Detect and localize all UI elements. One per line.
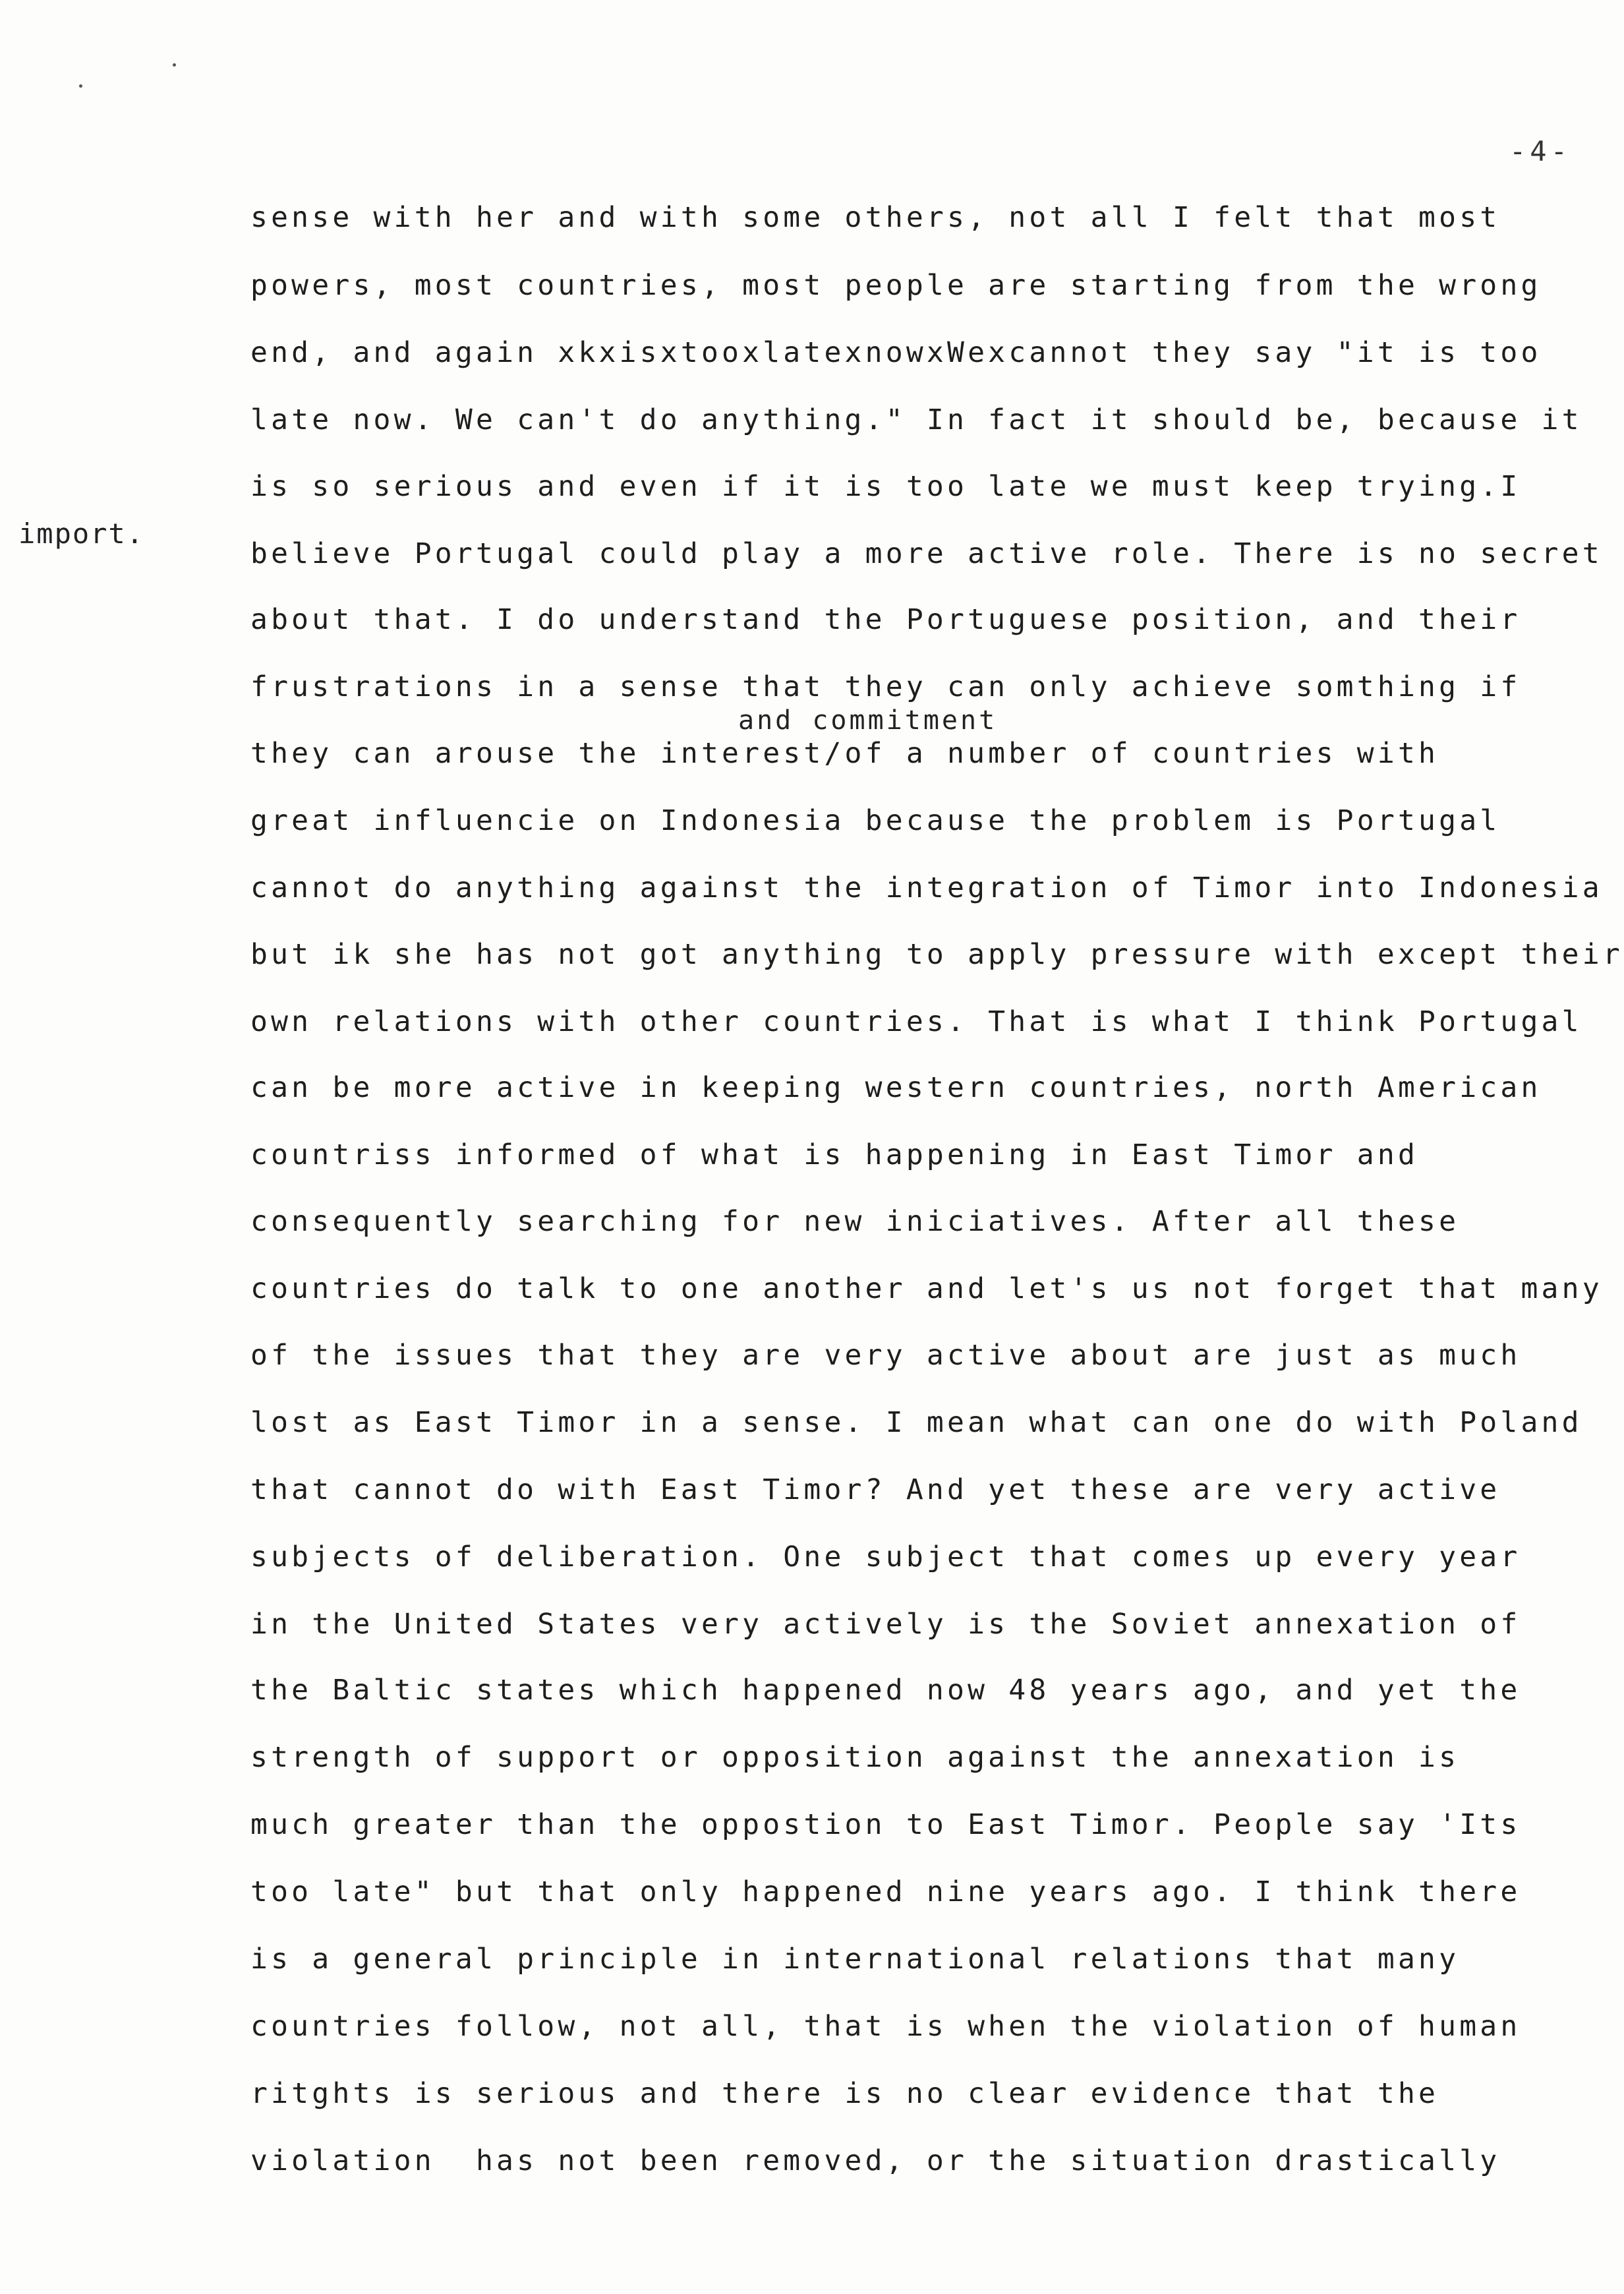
text-line: ritghts is serious and there is no clear evidence that the	[250, 2077, 1439, 2110]
text-line: countriss informed of what is happening in East Timor and	[250, 1138, 1419, 1171]
text-line: end, and again xkxisxtooxlatexnowxWexcannot they say "it is too	[250, 336, 1542, 369]
text-line: late now. We can't do anything." In fact it should be, because it	[250, 403, 1582, 436]
page-number: -4-	[1509, 135, 1571, 167]
text-line: can be more active in keeping western countries, north American	[250, 1071, 1542, 1104]
text-line: is so serious and even if it is too late we must keep trying.I	[250, 470, 1521, 503]
text-line: frustrations in a sense that they can only achieve somthing if	[250, 670, 1521, 703]
margin-note: import.	[18, 517, 145, 550]
text-line: countries follow, not all, that is when the violation of human	[250, 2010, 1521, 2043]
text-line: countries do talk to one another and let's us not forget that many	[250, 1272, 1603, 1305]
text-line: lost as East Timor in a sense. I mean what can one do with Poland	[250, 1406, 1582, 1439]
text-line: much greater than the oppostion to East Timor. People say 'Its	[250, 1808, 1521, 1841]
scan-speck	[173, 63, 176, 67]
text-line: strength of support or opposition against the annexation is	[250, 1741, 1460, 1774]
text-line: believe Portugal could play a more active role. There is no secret	[250, 537, 1603, 570]
text-line: subjects of deliberation. One subject that comes up every year	[250, 1541, 1521, 1573]
text-line: they can arouse the interest/of a number of countries with	[250, 737, 1439, 770]
text-line: own relations with other countries. That is what I think Portugal	[250, 1005, 1582, 1038]
scan-speck	[79, 84, 82, 88]
text-line: in the United States very actively is the Soviet annexation of	[250, 1608, 1521, 1641]
text-line: the Baltic states which happened now 48 years ago, and yet the	[250, 1674, 1521, 1707]
text-line: consequently searching for new iniciatives. After all these	[250, 1205, 1460, 1238]
text-line: violation has not been removed, or the situation drastically	[250, 2144, 1501, 2177]
text-line: is a general principle in international relations that many	[250, 1943, 1460, 1976]
handwritten-insertion: and commitment	[738, 705, 998, 736]
text-line: that cannot do with East Timor? And yet these are very active	[250, 1473, 1501, 1506]
text-line: sense with her and with some others, not all I felt that most	[250, 201, 1501, 234]
text-line: of the issues that they are very active about are just as much	[250, 1339, 1521, 1372]
text-line: about that. I do understand the Portuguese position, and their	[250, 603, 1521, 636]
text-line: cannot do anything against the integration of Timor into Indonesia	[250, 871, 1603, 904]
text-line: but ik she has not got anything to apply pressure with except their	[250, 938, 1623, 971]
text-line: too late" but that only happened nine years ago. I think there	[250, 1875, 1521, 1908]
text-line: great influencie on Indonesia because the problem is Portugal	[250, 804, 1501, 837]
text-line: powers, most countries, most people are starting from the wrong	[250, 269, 1542, 302]
